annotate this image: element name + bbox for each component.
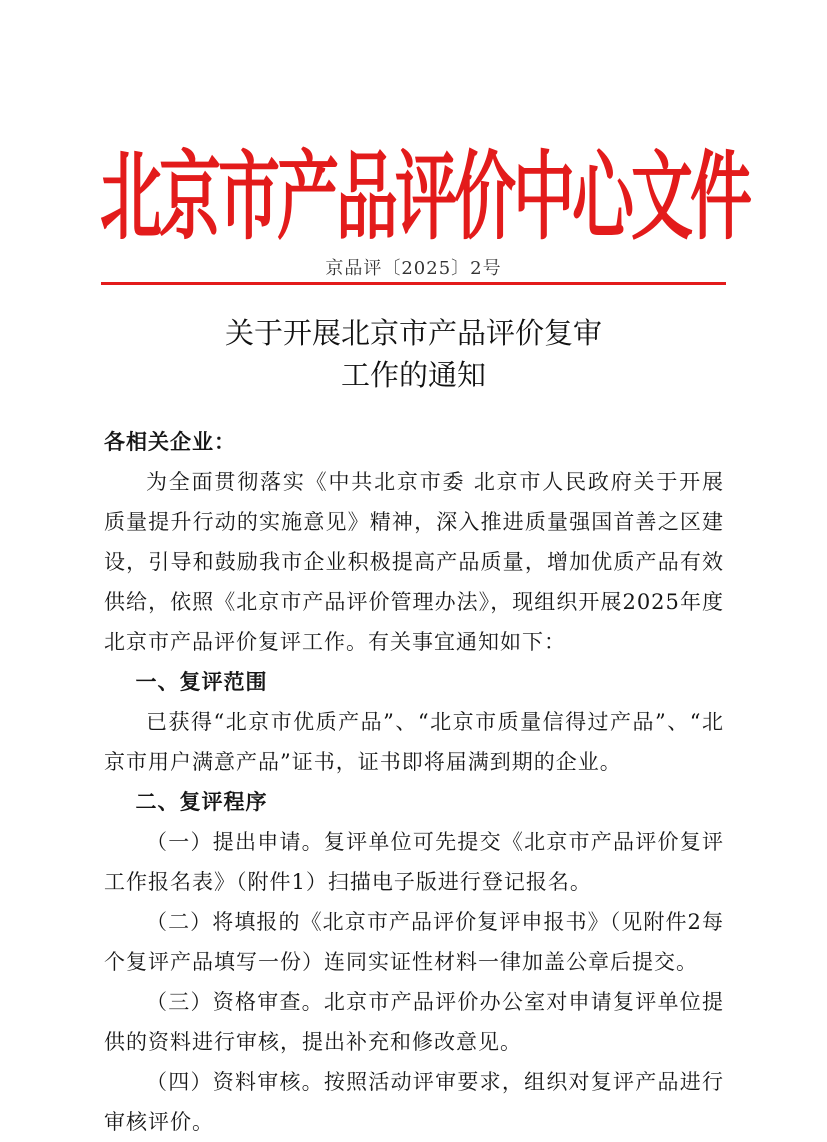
notice-title-line-2: 工作的通知 [340,358,486,392]
notice-body [104,422,724,1142]
procedure-step-4: （四）资料审核。按照活动评审要求，组织对复评产品进行审核评价。 [104,1070,724,1134]
salutation: 各相关企业： [104,430,236,454]
section-1-heading: 一、复评范围 [135,670,268,694]
procedure-step-3: （三）资格审查。北京市产品评价办公室对申请复评单位提供的资料进行审核，提出补充和修改意见。 [104,990,724,1054]
intro-paragraph: 为全面贯彻落实《中共北京市委 北京市人民政府关于开展质量提升行动的实施意见》精神，深入推进质量强国首善之区建设，引导和鼓励我市企业积极提高产品质量，增加优质产品有效供给，依照《北京市产品评价管理办法》，现组织开展2025年度北京市产品评价复评工作。有关事宜通知如下： [104,470,724,654]
notice-title-line-1: 关于开展北京市产品评价复审 [224,316,602,350]
procedure-step-1: （一）提出申请。复评单位可先提交《北京市产品评价复评工作报名表》（附件1）扫描电子版进行登记报名。 [104,830,724,894]
section-2-heading: 二、复评程序 [135,790,268,814]
red-divider-line [101,282,726,285]
document-number: 京品评〔2025〕2号 [325,258,502,279]
procedure-step-2: （二）将填报的《北京市产品评价复评申报书》（见附件2每个复评产品填写一份）连同实证性材料一律加盖公章后提交。 [104,910,724,974]
notice-title [0,312,827,396]
section-1-paragraph: 已获得“北京市优质产品”、“北京市质量信得过产品”、“北京市用户满意产品”证书，证书即将届满到期的企业。 [104,710,724,774]
issuing-authority-header: 北京市产品评价中心文件 [100,139,750,254]
